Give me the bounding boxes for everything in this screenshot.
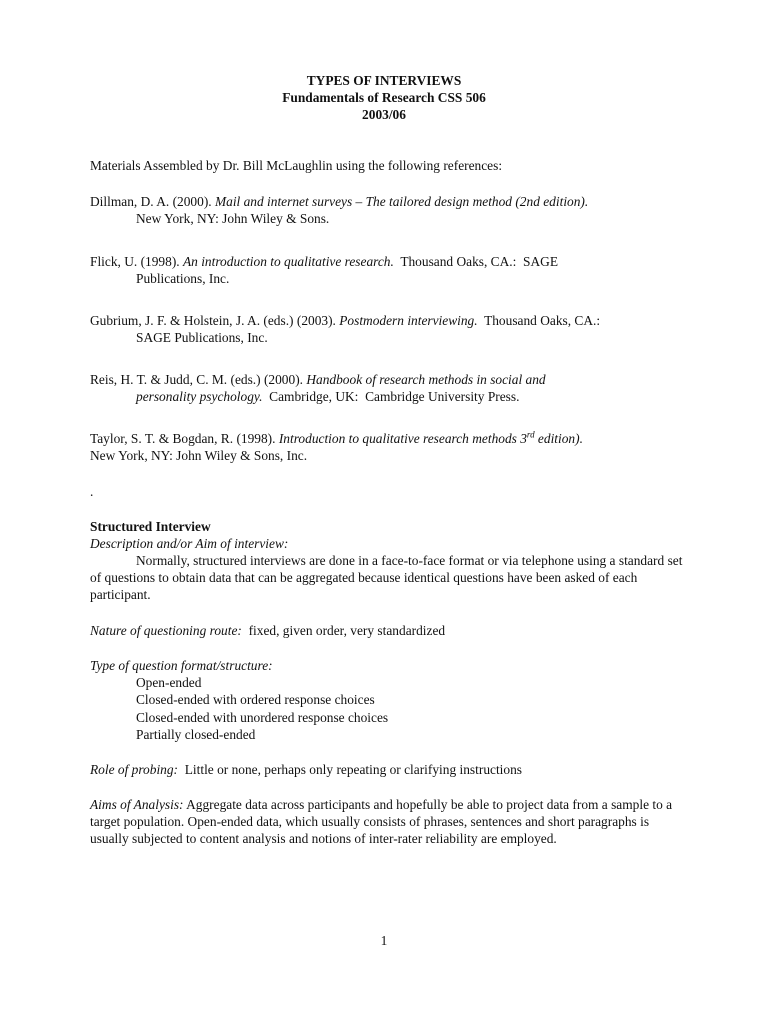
analysis-label: Aims of Analysis:	[90, 797, 184, 812]
reference-author: Flick, U. (1998).	[90, 254, 183, 269]
probing-value: Little or none, perhaps only repeating or clarifying instructions	[178, 762, 523, 777]
reference-author: Dillman, D. A. (2000).	[90, 194, 215, 209]
title-block	[0, 72, 768, 123]
document-title: TYPES OF INTERVIEWS	[306, 73, 462, 88]
aims-of-analysis	[90, 796, 690, 848]
description-text: Normally, structured interviews are done in a face-to-face format or via telephone using a standard set of questions to obtain data that can be aggregated because identical questions have been asked of each participant.	[90, 553, 683, 603]
reference-title-end: edition).	[534, 431, 583, 446]
reference-title-cont: personality psychology.	[136, 389, 263, 405]
questioning-route-value: fixed, given order, very standardized	[241, 623, 446, 638]
role-of-probing	[90, 761, 690, 778]
reference-title: Mail and internet surveys – The tailored design method (2nd edition).	[214, 194, 589, 209]
section-heading: Structured Interview	[90, 519, 211, 534]
reference-author: Reis, H. T. & Judd, C. M. (eds.) (2000).	[90, 372, 307, 387]
analysis-value: Aggregate data across participants and hopefully be able to project data from a sample to a target population. Open-ended data, which usually consists of phrases, sentences and short paragraphs is usually subjected to content analysis and notions of inter-rater reliability are employed.	[90, 797, 673, 847]
reference-author: Gubrium, J. F. & Holstein, J. A. (eds.) (2003).	[90, 313, 340, 328]
reference-title: An introduction to qualitative research.	[182, 254, 394, 269]
questioning-route-label: Nature of questioning route:	[90, 623, 242, 638]
reference-publisher: SAGE Publications, Inc.	[136, 330, 268, 346]
reference-item	[90, 430, 690, 464]
reference-item	[90, 253, 690, 287]
course-title: Fundamentals of Research CSS 506	[282, 90, 486, 105]
reference-item	[90, 193, 690, 227]
reference-publisher-inline: Thousand Oaks, CA.:	[477, 313, 601, 328]
page-number: 1	[380, 933, 388, 948]
reference-publisher-inline: Thousand Oaks, CA.: SAGE	[393, 254, 559, 269]
reference-publisher: Cambridge, UK: Cambridge University Press.	[262, 389, 520, 405]
reference-item	[90, 312, 690, 346]
reference-item	[90, 371, 690, 405]
format-list-item: Open-ended	[136, 675, 202, 691]
reference-title: Postmodern interviewing.	[339, 313, 478, 328]
academic-year: 2003/06	[362, 107, 406, 122]
description-label: Description and/or Aim of interview:	[90, 536, 289, 551]
question-format	[90, 657, 690, 743]
reference-title	[279, 431, 583, 446]
stray-mark: .	[90, 484, 94, 499]
question-format-label: Type of question format/structure:	[90, 658, 273, 673]
questioning-route	[90, 622, 690, 639]
reference-publisher: New York, NY: John Wiley & Sons, Inc.	[90, 448, 308, 464]
probing-label: Role of probing:	[90, 762, 179, 777]
reference-title: Handbook of research methods in social and	[306, 372, 546, 387]
format-list-item: Closed-ended with ordered response choices	[136, 692, 375, 708]
format-list-item: Partially closed-ended	[136, 726, 256, 742]
reference-publisher: Publications, Inc.	[136, 271, 230, 287]
intro-text: Materials Assembled by Dr. Bill McLaughlin using the following references:	[90, 158, 503, 173]
reference-publisher: New York, NY: John Wiley & Sons.	[136, 211, 330, 227]
reference-author: Taylor, S. T. & Bogdan, R. (1998).	[90, 431, 279, 446]
reference-title-continued	[90, 388, 690, 405]
reference-title-main: Introduction to qualitative research methods 3	[278, 431, 527, 446]
format-list-item: Closed-ended with unordered response choices	[136, 709, 389, 725]
reference-title-superscript: rd	[526, 429, 535, 440]
